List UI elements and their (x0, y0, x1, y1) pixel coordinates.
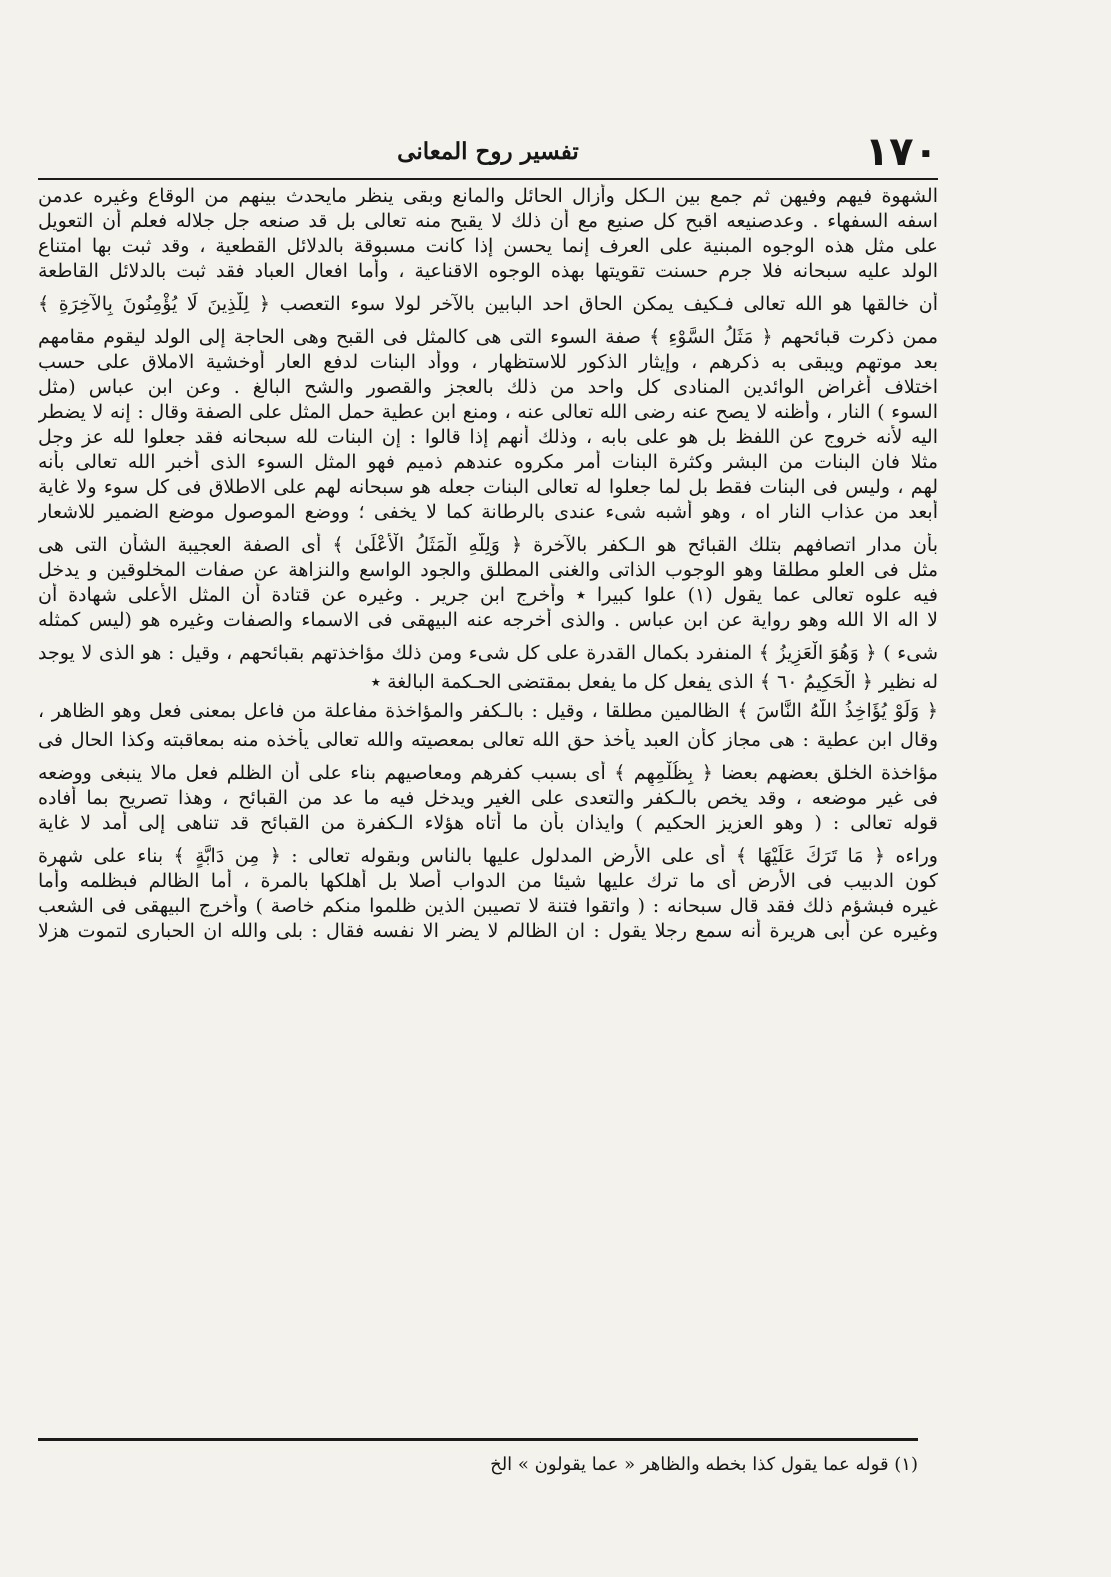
text-line: لهم ، وليس فى البنات فقط بل لما جعلوا له تعالى البنات جعله هو سبحانه لهم على الاطلاق فى كل سوء ولا غاية (38, 476, 938, 498)
text-line: لا اله الا الله وهو رواية عن ابن عباس . والذى أخرجه عنه البيهقى فى الاسماء والصفات وغيره هو (ليس كمثله (38, 609, 938, 631)
page-header (38, 128, 938, 184)
text-line: فيه علوه تعالى عما يقول (١) علوا كبيرا ٭ وأخرج ابن جرير . وغيره عن قتادة أن المثل الأعلى شهادة أن (38, 584, 938, 606)
header-rule (38, 178, 938, 180)
text-line: الولد عليه سبحانه فلا جرم حسنت تقويتها بهذه الوجوه الاقناعية ، وأما افعال العباد فقد ثبت بالدلائل القاطعة (38, 260, 938, 282)
text-line: وراءه ﴿ مَا تَرَكَ عَلَيْهَا ﴾ أى على الأرض المدلول عليها بالناس وبقوله تعالى : ﴿ مِن دَابَّةٍ ﴾ بناء على شهرة (38, 845, 938, 867)
text-line: أبعد من عذاب النار اه ، وهو أشبه شىء عندى بالرطانة كما لا يخفى ؛ ووضع الموصول موضع الضمير للاشعار (38, 501, 938, 523)
text-line: اسفه السفهاء . وعدصنيعه اقبح كل صنيع مع أن ذلك لا يقبح منه تعالى بل قد صنعه جل جلاله فعلم أن التعويل (38, 210, 938, 232)
text-line: بعد موتهم ويبقى به ذكرهم ، وإيثار الذكور للاستظهار ، ووأد البنات لدفع العار أوخشية الاملاق على حسب (38, 351, 938, 373)
text-line: على مثل هذه الوجوه المبنية على العرف إنما يحسن إذا كانت مسبوقة بالدلائل القطعية ، وقد ثبت بها امتناع (38, 235, 938, 257)
running-title: تفسير روح المعانى (397, 138, 579, 165)
text-line: ممن ذكرت قبائحهم ﴿ مَثَلُ السَّوْءِ ﴾ صفة السوء التى هى كالمثل فى القبح وهى الحاجة إلى الولد ليقوم مقامهم (38, 326, 938, 348)
text-line: أن خالقها هو الله تعالى فـكيف يمكن الحاق احد البابين بالآخر لولا سوء التعصب ﴿ لِلَّذِينَ لَا يُؤْمِنُونَ بِالآخِرَةِ ﴾ (38, 293, 938, 315)
text-line: وقال ابن عطية : هى مجاز كأن العبد يأخذ حق الله تعالى بمعصيته والله تعالى يأخذه منه بمعاقبته وكذا الحال فى (38, 729, 938, 751)
text-line: مؤاخذة الخلق بعضهم بعضا ﴿ بِظُلْمِهِم ﴾ أى بسبب كفرهم ومعاصيهم بناء على أن الظلم فعل مالا ينبغى ووضعه (38, 762, 938, 784)
text-line: اليه لأنه خروج عن اللفظ بل هو على بابه ، وذلك أنهم إذا قالوا : إن البنات لله سبحانه فقد جعلوا لله عز وجل (38, 426, 938, 448)
text-line: اختلاف أغراض الوائدين المنادى كل واحد من ذلك بالعجز والقصور والشح البالغ . وعن ابن عباس (مثل (38, 376, 938, 398)
text-line: فى غير موضعه ، وقد يخص بالـكفر والتعدى على الغير ويدخل فيه ما عد من القبائح ، وهذا تصريح بما أفاده (38, 787, 938, 809)
text-line: الشهوة فيهم وفيهن ثم جمع بين الـكل وأزال الحائل والمانع وبقى ينظر مايحدث بينهم من الوقاع وغيره عدمن (38, 185, 938, 207)
text-line: قوله تعالى : ( وهو العزيز الحكيم ) وايذان بأن ما أتاه هؤلاء الـكفرة من القبائح قد تناهى إلى أمد لا غاية (38, 812, 938, 834)
text-line: كون الدبيب فى الأرض أى ما ترك عليها شيئا من الدواب أصلا بل أهلكها بالمرة ، أما الظالم فبظلمه وأما (38, 870, 938, 892)
text-line: ﴿ وَلَوْ يُؤَاخِذُ اللَّهُ النَّاسَ ﴾ الظالمين مطلقا ، وقيل : بالـكفر والمؤاخذة مفاعلة من فاعل بمعنى فعل وهو الظاهر ، (38, 700, 938, 722)
text-line: مثل فى العلو مطلقا وهو الوجوب الذاتى والغنى المطلق والجود الواسع والنزاهة عن صفات المخلوقين و يدخل (38, 559, 938, 581)
text-line: غيره فبشؤم ذلك فقد قال سبحانه : ( واتقوا فتنة لا تصيبن الذين ظلموا منكم خاصة ) وأخرج البيهقى فى الشعب (38, 895, 938, 917)
commentary-text (38, 184, 938, 944)
text-line: له نظير ﴿ الْحَكِيمُ ٦٠ ﴾ الذى يفعل كل ما يفعل بمقتضى الحـكمة البالغة ٭ (370, 671, 938, 693)
footnote: (١) قوله عما يقول كذا بخطه والظاهر « عما يقولون » الخ (490, 1454, 918, 1475)
text-line: بأن مدار اتصافهم بتلك القبائح هو الـكفر بالآخرة ﴿ وَلِلَّهِ الْمَثَلُ الْأَعْلَىٰ ﴾ أى الصفة العجيبة الشأن التى هى (38, 534, 938, 556)
text-line: مثلا فان البنات من البشر وكثرة البنات أمر مكروه عندهم ذميم فهو المثل السوء الذى أخبر الله تعالى بأنه (38, 451, 938, 473)
text-line: شىء ) ﴿ وَهُوَ الْعَزِيزُ ﴾ المنفرد بكمال القدرة على كل شىء ومن ذلك مؤاخذتهم بقبائحهم ، وقيل : هو الذى لا يوجد (38, 642, 938, 664)
page-number: ١٧٠ (864, 129, 938, 175)
text-line: السوء ) النار ، وأظنه لا يصح عنه رضى الله تعالى عنه ، ومنع ابن عطية حمل المثل على الصفة وقال : إنه لا يضطر (38, 401, 938, 423)
text-line: وغيره عن أبى هريرة أنه سمع رجلا يقول : ان الظالم لا يضر الا نفسه فقال : بلى والله ان الحبارى لتموت هزلا (38, 920, 938, 942)
footnote-rule (38, 1438, 918, 1441)
